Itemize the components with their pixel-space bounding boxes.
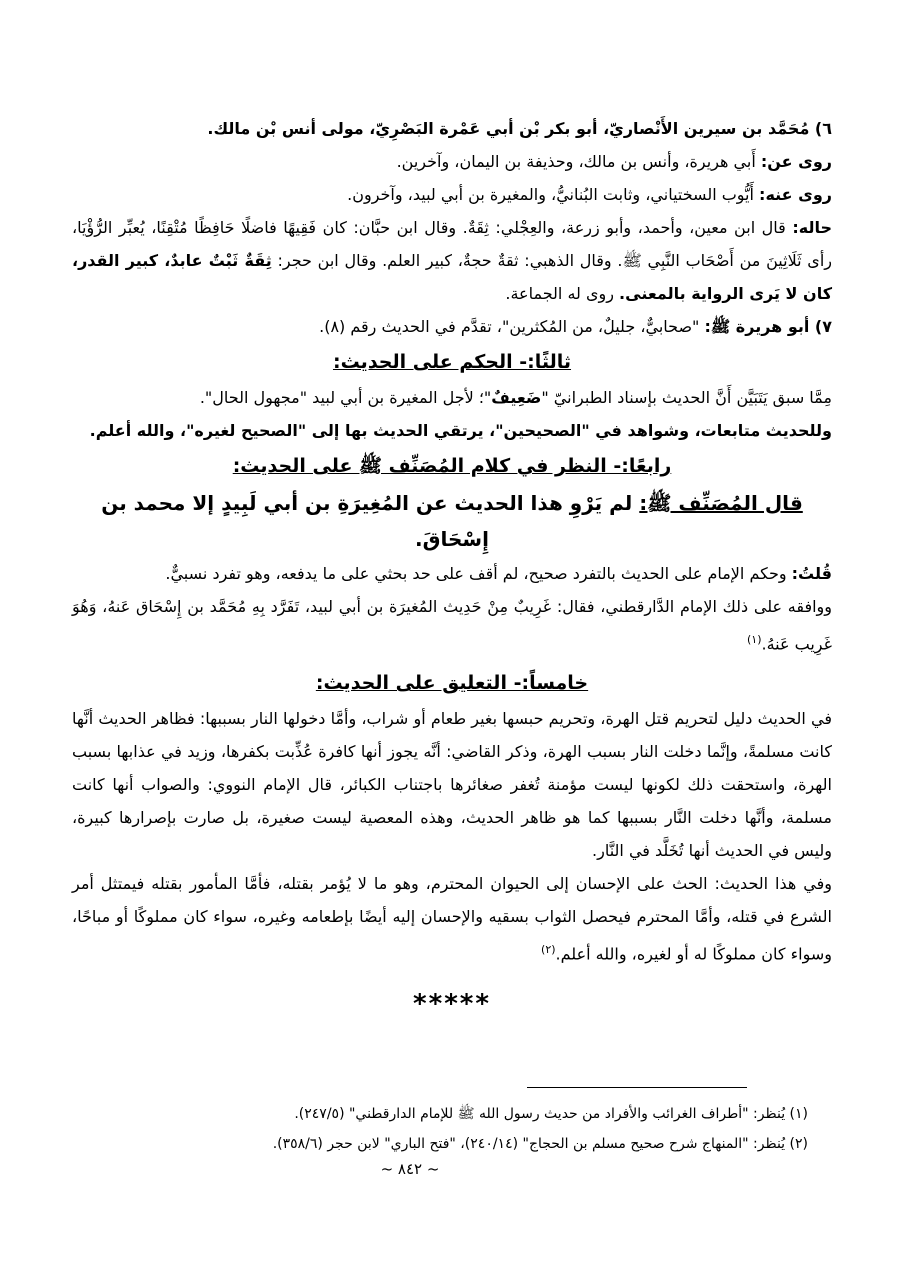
section-3-title-a: ثالثًا: — [527, 351, 572, 373]
footnote-ref-2[interactable]: (٢) — [541, 943, 556, 957]
footnote-2: (٢) يُنظر: "المنهاج شرح صحيح مسلم بن الحجاج" (٢٤٠/١٤)، "فتح الباري" لابن حجر (٣٥٨/٦). — [272, 1136, 808, 1152]
section-3-p1-b: "؛ لأجل المغيرة بن أبي لبيد "مجهول الحال". — [199, 388, 492, 407]
section-3-title — [72, 345, 832, 379]
qultu-label: قُلتُ: — [791, 564, 832, 583]
page-number: ~ ٨٤٢ ~ — [380, 1160, 440, 1178]
section-3-p1-verdict: ضَعِيفٌ — [491, 388, 542, 407]
author-quote-text: لم يَرْوِ هذا الحديث عن المُغِيرَةِ بن أبي لَبِيدٍ إلا محمد بن إِسْحَاقَ. — [101, 491, 640, 551]
section-5-p1: في الحديث دليل لتحريم قتل الهرة، وتحريم حبسها بغير طعام أو شراب، وأمَّا دخولها النار بسببها: فظاهر الحديث أنَّها كانت مسلمةً، وإنَّما دخلت النار بسبب الهرة، وذكر القاضي: أنَّه يجوز أنها كافرة عُذِّبت بكفرها، وزيد في عذابها بسبب الهرة، واستحقت ذلك لكونها ليست مؤمنة تُغفر صغائرها باجتناب الكبائر، قال الإمام النووي: والصواب أنها كانت مسلمة، وأنَّها دخلت النَّار بسببها كما هو ظاهر الحديث، وهذه المعصية ليست صغيرة، بل صارت بإصرارها كبيرة، وليس في الحديث أنها تُخَلَّد في النَّار. — [72, 709, 832, 861]
rawa-an-text: أَبي هريرة، وأنس بن مالك، وحذيفة بن اليمان، وآخرين. — [396, 152, 761, 171]
section-5-title-a: خامساً: — [521, 672, 589, 695]
narrator-6-rawa-an — [72, 145, 832, 178]
section-4-p1 — [72, 557, 832, 590]
rawa-an-label: روى عن: — [760, 152, 832, 171]
narrator-7 — [72, 310, 832, 343]
status-label: حاله: — [792, 218, 832, 237]
narrator-6-heading: ٦) مُحَمَّد بن سيرين الأَنْصاريّ، أبو بكر بْن أبي عَمْرة البَصْرِيّ، مولى أنس بْن مالك. — [207, 119, 832, 138]
narrator-7-text: "صحابيٌّ، جليلٌ، من المُكثرين"، تقدَّم في الحديث رقم (٨). — [319, 317, 705, 336]
status-verdict: ثِقَةٌ ثَبْتٌ عابدٌ، كبير القدر، كان لا يَرى الرواية بالمعنى. — [72, 251, 832, 303]
footnote-ref-1[interactable]: (١) — [747, 633, 762, 646]
section-4-p2-text: ووافقه على ذلك الإمام الدَّارقطني، فقال: غَرِيبٌ مِنْ حَدِيث المُغيرَة بن أبي لبيد، تَفَرَّد بِهِ مُحَمَّد بن إِسْحَاق عَنهُ، وَهُوَ غَرِيب عَنهُ. — [72, 597, 832, 654]
section-5-title-b: - التعليق على الحديث: — [315, 672, 522, 695]
section-5-p2-text: وفي هذا الحديث: الحث على الإحسان إلى الحيوان المحترم، وهو ما لا يُؤمر بقتله، فأمَّا المأمور بقتله فيمتثل أمر الشرع في قتله، وأمَّا المحترم فيحصل الثواب بسقيه والإحسان إليه أيضًا بإطعامه وغيره، سواء كان مملوكًا أو مباحًا، وسواء كان مملوكًا له أو لغيره، والله أعلم. — [72, 874, 832, 964]
status-tail: روى له الجماعة. — [505, 284, 620, 303]
section-separator: ***** — [413, 988, 491, 1019]
footnote-divider — [527, 1087, 747, 1088]
narrator-6-rawa-anhu — [72, 178, 832, 211]
section-5-title — [72, 666, 832, 700]
section-4-title-text: رابعًا:- النظر في كلام المُصَنِّف ﷺ على الحديث: — [232, 455, 672, 477]
section-4-title — [72, 449, 832, 483]
qultu-text: وحكم الإمام على الحديث بالتفرد صحيح، لم أقف على حد بحثي على ما يدفعه، وهو تفرد نسبيٌّ. — [165, 564, 792, 583]
rawa-anhu-text: أَيُّوب السختياني، وثابت البُنانيُّ، والمغيرة بن أبي لبيد، وآخرون. — [347, 185, 760, 204]
author-quote — [72, 485, 832, 557]
author-quote-label: قال المُصَنِّف ﷺ: — [639, 491, 803, 515]
section-3-p1 — [72, 381, 832, 414]
section-5-p2 — [72, 867, 832, 970]
section-4-p2 — [72, 590, 832, 660]
status-text: قال ابن معين، وأحمد، وأبو زرعة، والعِجْلي: ثِقَةٌ. وقال ابن حبَّان: كان فَقِيهًا فاضلًا حَافِظًا مُتْقِنًا، يُعبِّر الرُّؤْيَا، رأى ثَلَاثِينَ من أَصْحَاب النَّبِي ﷺ. وقال الذهبي: ثقةٌ حجةٌ، كبير العلم. وقال ابن حجر: — [72, 218, 833, 270]
narrator-6-status — [72, 211, 832, 310]
narrator-7-label: ٧) أبو هريرة ﷺ: — [704, 317, 832, 336]
page-body — [72, 112, 832, 1019]
section-3-title-b: - الحكم على الحديث: — [332, 351, 528, 373]
section-3-p1-a: مِمَّا سبق يَتَبَيَّن أَنَّ الحديث بإسناد الطبرانيّ " — [541, 388, 832, 407]
rawa-anhu-label: روى عنه: — [759, 185, 832, 204]
footnote-1: (١) يُنظر: "أطراف الغرائب والأفراد من حديث رسول الله ﷺ للإمام الدارقطني" (٢٤٧/٥). — [294, 1106, 808, 1122]
section-3-p2: وللحديث متابعات، وشواهد في "الصحيحين"، يرتقي الحديث بها إلى "الصحيح لغيره"، والله أعلم. — [89, 421, 832, 440]
